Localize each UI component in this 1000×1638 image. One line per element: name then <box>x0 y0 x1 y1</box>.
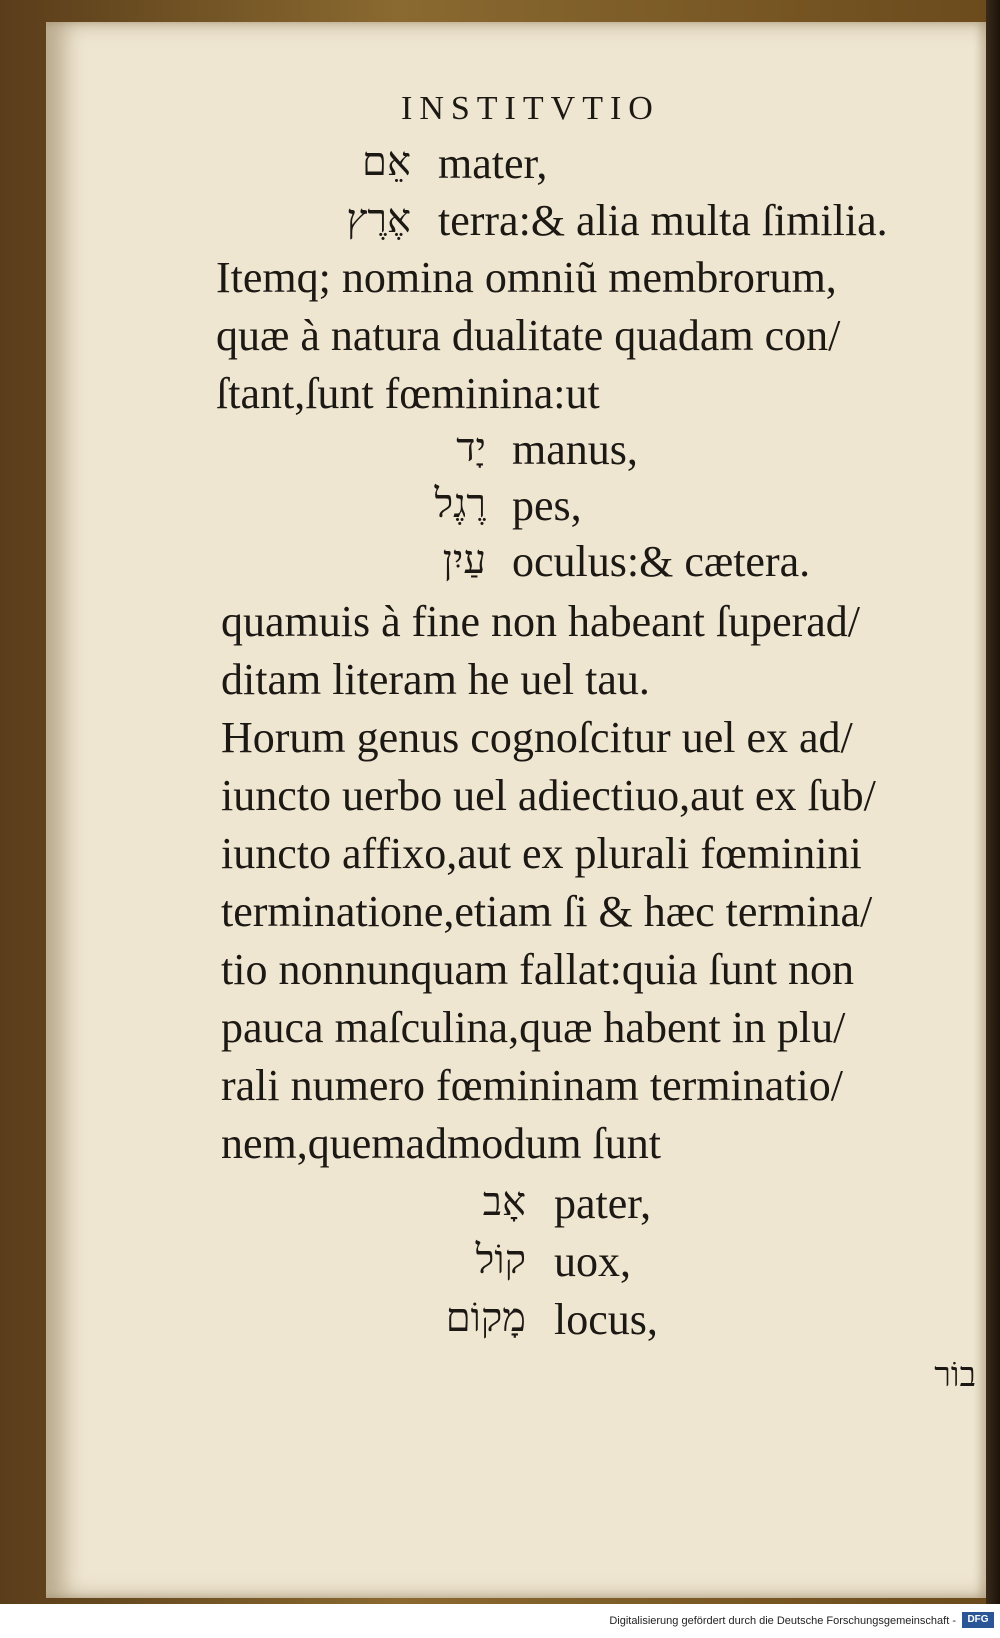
text-line: Itemq; nomina omniũ membrorum, <box>216 253 837 302</box>
hebrew-word: אָב <box>482 1179 526 1225</box>
text-line: quæ à natura dualitate quadam con/ <box>216 311 841 360</box>
hebrew-word: קוֹל <box>475 1237 526 1283</box>
fore-edge <box>986 0 1000 1604</box>
digitization-footer <box>0 1604 1000 1638</box>
text-line: iuncto affixo,aut ex plurali fœminini <box>221 829 862 878</box>
text-line: tio nonnunquam fallat:quia ſunt non <box>221 945 855 994</box>
dfg-logo: DFG <box>962 1612 994 1628</box>
latin-gloss: locus, <box>554 1295 658 1344</box>
running-header: INSTITVTIO <box>401 90 660 127</box>
text-line: terminatione,etiam ſi & hæc termina/ <box>221 887 873 936</box>
latin-gloss: pes, <box>512 481 582 530</box>
text-line: Horum genus cognoſcitur uel ex ad/ <box>221 713 853 762</box>
hebrew-word: אֶרֶץ <box>346 196 411 242</box>
text-line: quamuis à fine non habeant ſuperad/ <box>221 597 861 646</box>
text-line: rali numero fœmininam terminatio/ <box>221 1061 843 1110</box>
latin-gloss: manus, <box>512 425 638 474</box>
text-line: ditam literam he uel tau. <box>221 655 650 704</box>
text-line: pauca maſculina,quæ habent in plu/ <box>221 1003 846 1052</box>
latin-gloss: mater, <box>438 139 548 188</box>
latin-gloss: terra:& alia multa ſimilia. <box>438 196 888 245</box>
hebrew-word: מָקוֹם <box>445 1295 526 1341</box>
latin-gloss: oculus:& cætera. <box>512 537 811 586</box>
text-line: nem,quemadmodum ſunt <box>221 1119 661 1168</box>
latin-gloss: uox, <box>554 1237 631 1286</box>
text-line: iuncto uerbo uel adiectiuo,aut ex ſub/ <box>221 771 876 820</box>
text-line: ſtant,ſunt fœminina:ut <box>216 369 600 418</box>
hebrew-word: עַיִן <box>442 537 486 583</box>
funding-credit: Digitalisierung gefördert durch die Deutsche Forschungsgemeinschaft - <box>609 1615 956 1627</box>
catchword: בוֹר <box>934 1355 976 1395</box>
latin-gloss: pater, <box>554 1179 652 1228</box>
book-page <box>46 22 986 1598</box>
hebrew-word: אֵם <box>362 139 411 185</box>
hebrew-word: רֶגֶל <box>434 481 486 527</box>
hebrew-word: יָד <box>456 425 486 471</box>
